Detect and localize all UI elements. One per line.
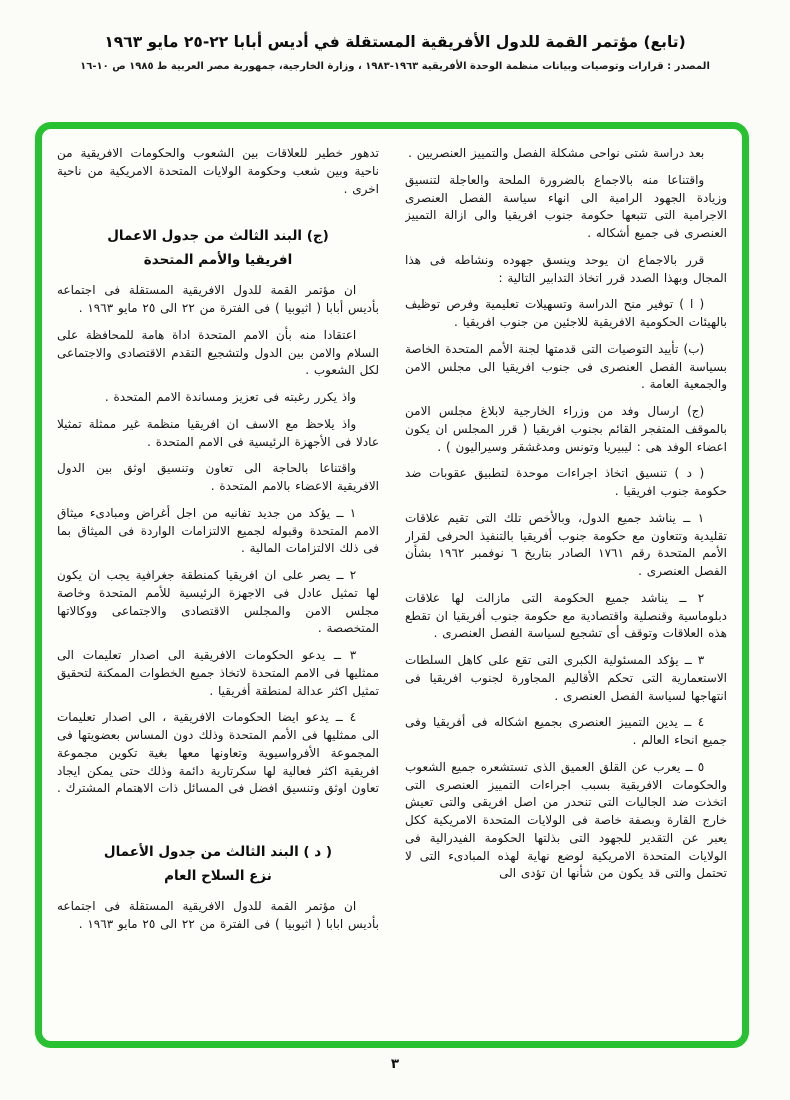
- section-heading: افريقيا والأمم المتحدة: [143, 252, 293, 269]
- paragraph: ( ا ) توفير منح الدراسة وتسهيلات تعليمية وفرص توظيف بالهيئات الحكومية الافريقية للاجئين من جنوب افريقيا .: [405, 297, 727, 329]
- content-frame: [35, 122, 749, 1048]
- paragraph: واذ يلاحظ مع الاسف ان افريقيا منظمة غير ممثلة تمثيلا عادلا فى الأجهزة الرئيسية فى الامم المتحدة .: [57, 416, 379, 449]
- page-number: ٣: [390, 1056, 400, 1072]
- section-heading: ( د ) البند الثالث من جدول الأعمال: [103, 844, 333, 860]
- paragraph: قرر بالاجماع ان يوحد وينسق جهوده ونشاطه فى هذا المجال وبهذا الصدد قرر اتخاذ التدابير التالية :: [405, 252, 727, 285]
- paragraph: واذ يكرر رغبته فى تعزيز ومساندة الامم المتحدة .: [104, 390, 357, 404]
- paragraph: ٥ ــ يعرب عن القلق العميق الذى تستشعره جميع الشعوب والحكومات الافريقية بسبب اجراءات التمييز العنصرى التى اتخذت ضد الجاليات التى تنحدر من اصل افريقى والتى تعيش خارج القارة وبصفة خاصة فى الولايات المتحدة الامريكية ككل يعبر عن التقدير للجهود التى بذلتها الحكومة الفيدرالية فى الولايات المتحدة الامريكية لوضع نهاية لهذه المبادىء التى لا تحتمل والتى قد يكون من شأنها ان تؤدى الى: [405, 759, 727, 881]
- column-right: [405, 145, 727, 1029]
- paragraph: ( د ) تنسيق اتخاذ اجراءات موحدة لتطبيق عقوبات ضد حكومة جنوب افريقيا .: [405, 466, 727, 498]
- paragraph: (ب) تأييد التوصيات التى قدمتها لجنة الأمم المتحدة الخاصة بسياسة الفصل العنصرى فى جنوب افريقيا الى مجلس الامن والجمعية العامة .: [405, 341, 727, 392]
- paragraph: ان مؤتمر القمة للدول الافريقية المستقلة فى اجتماعه بأديس أبابا ( اثيوبيا ) فى الفترة من ٢٢ الى ٢٥ مايو ١٩٦٣ .: [57, 283, 379, 315]
- paragraph: اعتقادا منه بأن الامم المتحدة اداة هامة للمحافظة على السلام والامن بين الدول ولتشجيع التقدم الاقتصادى والاجتماعى لكل الشعوب .: [57, 327, 379, 378]
- document-title: (تابع) مؤتمر القمة للدول الأفريقية المستقلة في أديس أبابا ٢٢-٢٥ مايو ١٩٦٣: [104, 33, 686, 51]
- paragraph: بعد دراسة شتى نواحى مشكلة الفصل والتمييز العنصريين .: [408, 146, 705, 160]
- paragraph: ان مؤتمر القمة للدول الافريقية المستقلة فى اجتماعه بأديس ابابا ( اثيوبيا ) فى الفترة من ٢٢ الى ٢٥ مايو ١٩٦٣ .: [57, 899, 379, 931]
- column-left: [57, 145, 379, 1029]
- paragraph: واقتناعا بالحاجة الى تعاون وتنسيق اوثق بين الدول الافريقية الاعضاء بالامم المتحدة .: [57, 461, 379, 493]
- paragraph: ٢ ــ يناشد جميع الحكومة التى مازالت لها علاقات دبلوماسية وقنصلية واقتصادية مع حكومة جنوب أفريقيا ان تقطع هذه العلاقات وتوقف أى تشجيع لسياسة الفصل العنصرى .: [405, 590, 727, 641]
- paragraph: (ج) ارسال وفد من وزراء الخارجية لابلاغ مجلس الامن بالموقف المتفجر القائم بجنوب افريقيا ( قرر المجلس ان يكون اعضاء الوفد هى : ليبيريا وتونس ومدغشقر وسيراليون ) .: [405, 404, 727, 454]
- paragraph: ١ ــ يؤكد من جديد تفانيه من اجل أغراض ومبادىء ميثاق الامم المتحدة وقبوله لجميع الالتزامات الواردة فى الميثاق بما فى ذلك الالتزامات المالية .: [57, 505, 379, 556]
- section-heading: (ج) البند الثالث من جدول الاعمال: [107, 228, 329, 245]
- paragraph: تدهور خطير للعلاقات بين الشعوب والحكومات الافريقية من ناحية وبين شعب وحكومة الولايات المتحدة الامريكية من ناحية اخرى .: [57, 146, 379, 196]
- paragraph: ١ ــ يناشد جميع الدول، وبالأخص تلك التى تقيم علاقات تقليدية وتتعاون مع حكومة جنوب أفريقيا بالتنفيذ الحرفى لقرار الأمم المتحدة رقم ١٧٦١ الصادر بتاريخ ٦ نوفمبر ١٩٦٢ بشأن الفصل العنصرى .: [405, 510, 727, 578]
- paragraph: ٣ ــ يدعو الحكومات الافريقية الى اصدار تعليمات الى ممثليها فى الامم المتحدة لاتخاذ جميع الخطوات الممكنة لتحقيق تمثيل اكثر عدالة لمنطقة أفريقيا .: [57, 648, 379, 698]
- document-header: [0, 0, 790, 72]
- paragraph: ٤ ــ يدين التمييز العنصرى بجميع اشكاله فى أفريقيا وفى جميع انحاء العالم .: [405, 715, 727, 747]
- section-heading: نزع السلاح العام: [164, 868, 272, 884]
- paragraph: واقتناعا منه بالاجماع بالضرورة الملحة والعاجلة لتنسيق وزيادة الجهود الرامية الى انهاء سياسة الفصل العنصرى الاجرامية التى تتبعها حكومة جنوب افريقيا والى ازالة التمييز العنصرى فى جميع أشكاله .: [405, 172, 727, 240]
- document-source-line: المصدر : قرارات وتوصيات وبيانات منظمة الوحدة الأفريقية ١٩٦٣-١٩٨٣ ، وزارة الخارجية، جمهورية مصر العربية ط ١٩٨٥ ص ١٠-١٦: [80, 61, 710, 72]
- paragraph: ٤ ــ يدعو ايضا الحكومات الافريقية ، الى اصدار تعليمات الى ممثليها فى الأمم المتحدة وذلك دون المساس بعضويتها فى المجموعة الأفرواسيوية وتعاونها معها بغية تكوين مجموعة افريقية اكثر فعالية لها سكرتارية دائمة وذلك حتى يمكن ايجاد تعاون اوثق وتنسيق افضل فى المسائل ذات الاهتمام المشترك .: [57, 710, 379, 796]
- paragraph: ٣ ــ يؤكد المسئولية الكبرى التى تقع على كاهل السلطات الاستعمارية التى تحكم الأقاليم المجاورة لجنوب افريقيا فى انتهاجها لسياسة الفصل العنصرى .: [405, 653, 727, 703]
- paragraph: ٢ ــ يصر على ان افريقيا كمنطقة جغرافية يجب ان يكون لها تمثيل عادل فى الاجهزة الرئيسية للأمم المتحدة وخاصة مجلس الامن والمجلس الاقتصادى والاجتماعى ووكالاتها المتخصصة .: [57, 568, 379, 636]
